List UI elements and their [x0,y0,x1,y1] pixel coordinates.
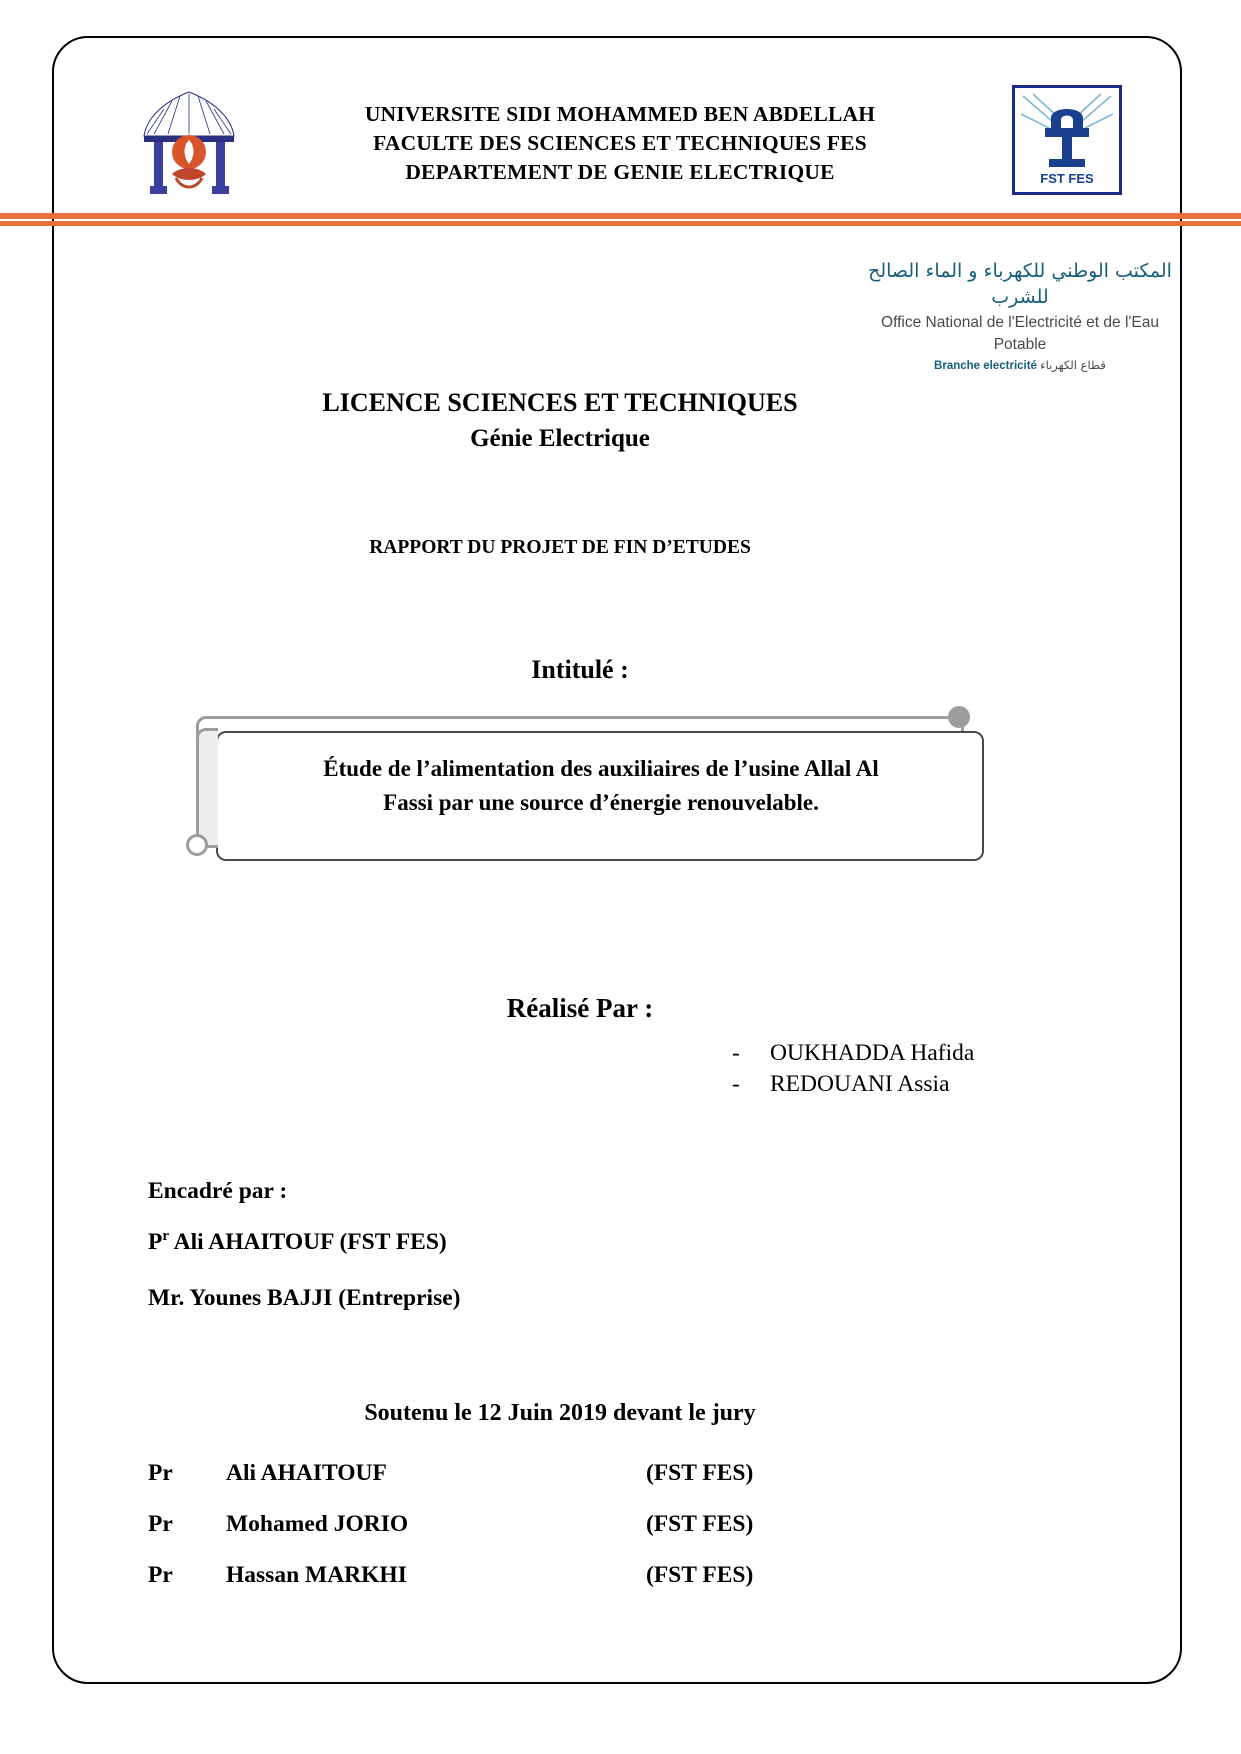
university-header-text [270,100,970,187]
subject-banner-knob-bottom-left [186,834,208,856]
table-row [148,1460,948,1511]
defense-line: Soutenu le 12 Juin 2019 devant le jury [364,1400,756,1426]
onee-french-name: Office National de l'Electricité et de l'Eau Potable [881,314,1159,353]
supervisors-label: Encadré par : [148,1178,288,1204]
supervisor-academic [148,1228,447,1256]
report-type: RAPPORT DU PROJET DE FIN D’ETUDES [369,537,751,558]
subject-banner-curl-left [196,728,218,848]
jury-name: Mohamed JORIO [226,1511,409,1537]
supervisor-prefix-superscript: r [162,1228,170,1244]
supervisor-prefix: P [148,1228,163,1255]
list-bullet: - [732,1040,740,1066]
header-line-2: FACULTE DES SCIENCES ET TECHNIQUES FES [373,131,867,155]
jury-name: Ali AHAITOUF [226,1460,387,1486]
onee-branch-label [855,358,1185,372]
jury-rank: Pr [148,1460,173,1486]
degree-subtitle: Génie Electrique [470,425,650,452]
onee-branch-ar: قطاع الكهرباء [1040,358,1106,372]
onee-branch-fr: Branche electricité [934,360,1037,372]
list-item [732,1069,1190,1100]
authors-list [732,1038,1190,1100]
degree-title: LICENCE SCIENCES ET TECHNIQUES [322,388,798,417]
fst-fes-logo-icon [1012,85,1122,195]
jury-table [148,1460,948,1613]
svg-text:FST FES: FST FES [1040,171,1094,186]
subject-line-2: Fassi par une source d’énergie renouvelable. [383,790,819,815]
document-header [0,60,1241,210]
header-line-1: UNIVERSITE SIDI MOHAMMED BEN ABDELLAH [364,102,876,126]
subject-text [246,752,956,820]
table-row [148,1511,948,1562]
supervisor-company: Mr. Younes BAJJI (Entreprise) [148,1285,461,1311]
author-name: OUKHADDA Hafida [770,1040,975,1066]
university-seal-icon [128,78,250,200]
onee-logo-block [855,258,1185,372]
intitule-label: Intitulé : [531,655,629,684]
list-bullet: - [732,1071,740,1097]
subject-banner-knob-top-right [948,706,970,728]
jury-affiliation: (FST FES) [646,1511,754,1537]
subject-banner [186,706,1006,886]
jury-name: Hassan MARKHI [226,1562,407,1588]
authors-label: Réalisé Par : [506,993,654,1023]
supervisor-academic-name: Ali AHAITOUF (FST FES) [169,1228,447,1255]
onee-arabic-name: المكتب الوطني للكهرباء و الماء الصالح للشرب [868,260,1172,308]
jury-rank: Pr [148,1562,173,1588]
jury-rank: Pr [148,1511,173,1537]
jury-affiliation: (FST FES) [646,1460,754,1486]
header-line-3: DEPARTEMENT DE GENIE ELECTRIQUE [405,160,835,184]
jury-affiliation: (FST FES) [646,1562,754,1588]
orange-divider [0,213,1241,227]
author-name: REDOUANI Assia [770,1071,950,1097]
subject-line-1: Étude de l’alimentation des auxiliaires de l’usine Allal Al [323,756,879,781]
list-item [732,1038,1190,1069]
degree-title-block [170,385,950,457]
table-row [148,1562,948,1613]
